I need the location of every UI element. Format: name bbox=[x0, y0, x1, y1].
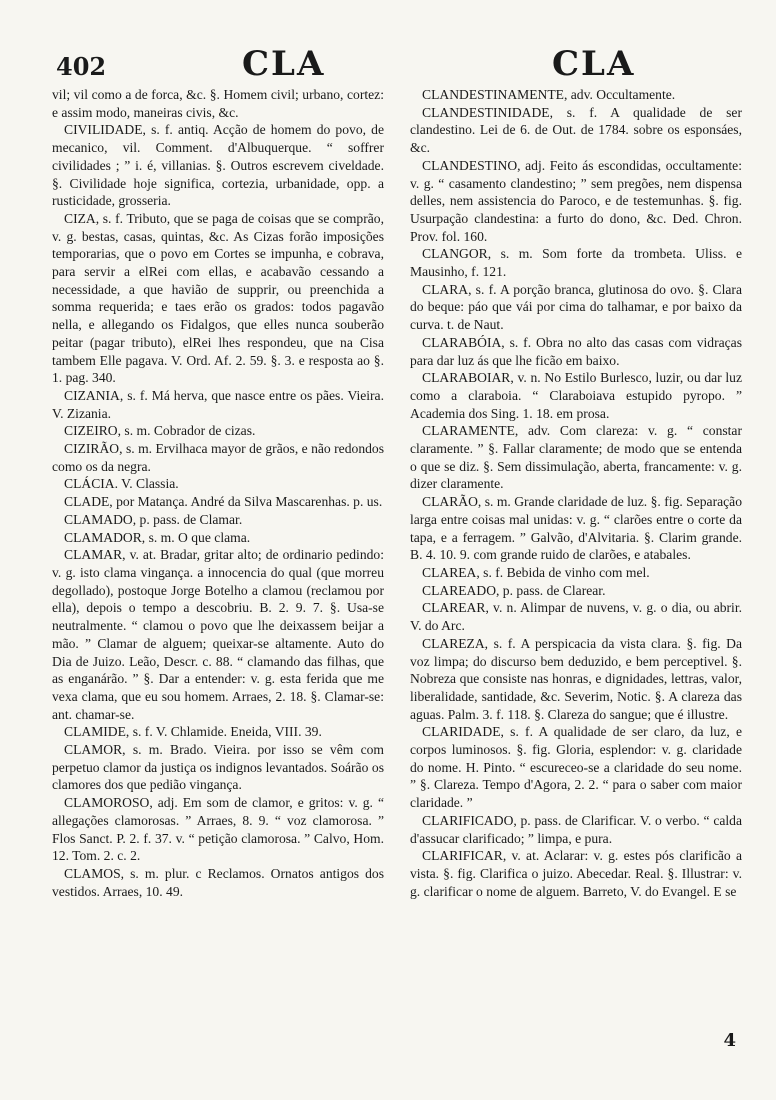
right-column bbox=[410, 86, 742, 900]
entry: CIVILIDADE, s. f. antiq. Acção de homem do povo, de mecanico, vil. Comment. d'Albuquerque. “ soffrer civilidades ; ” i. é, villanias. §. Outros escrevem civeldade. §. Civilidade hoje significa, cortezia, urbanidade, opp. a rusticidade, grosseria. bbox=[52, 122, 384, 209]
entry: CLARÃO, s. m. Grande claridade de luz. §. fig. Separação larga entre coisas mal unidas: v. g. “ clarões entre o corte da tapa, e a ferragem. ” Galvão, d'Alvitaria. §. Clarim grande. B. 4. 10. 9. com grande ruido de clarões, e atabales. bbox=[410, 494, 742, 563]
entry: CLAREADO, p. pass. de Clarear. bbox=[422, 582, 606, 598]
entry: CLANDESTINO, adj. Feito ás escondidas, occultamente: v. g. “ casamento clandestino; ” sem pregões, nem dispensa delles, nem assistencia do Paroco, e de testemunhas. §. fig. Usurpação clandestina: a furto do dono, &c. Ded. Chron. Prov. fol. 160. bbox=[410, 157, 742, 244]
entry: CLAMOROSO, adj. Em som de clamor, e gritos: v. g. “ allegações clamorosas. ” Arraes, 8. 9. “ voz clamorosa. ” Flos Sanct. P. 2. f. 37. v. “ petição clamorosa. ” Calvo, Hom. 12. Tom. 2. c. 2. bbox=[52, 795, 384, 864]
entry: CLARAMENTE, adv. Com clareza: v. g. “ constar claramente. ” §. Fallar claramente; de modo que se entenda o que se diz. §. Sem dissimulação, aberta, francamente: v. g. dizer claramente. bbox=[410, 423, 742, 492]
entry: CLARIDADE, s. f. A qualidade de ser claro, da luz, e corpos luminosos. §. fig. Gloria, esplendor: v. g. claridade do nome. H. Pinto. “ escureceo-se a claridade do seu nome. ” §. Clareza. Tempo d'Agora, 2. 2. “ para o saber com maior claridade. ” bbox=[410, 724, 742, 811]
entry: CLADE, por Matança. André da Silva Mascarenhas. p. us. bbox=[64, 494, 383, 510]
page-header bbox=[52, 40, 742, 86]
entry: CLARIFICAR, v. at. Aclarar: v. g. estes pós clarificão a vista. §. fig. Clarifica o juizo. Abecedar. Real. §. Illustrar: v. g. clarificar o nome de alguem. Barreto, V. do Evangel. E se bbox=[410, 848, 742, 899]
entry: CLAMADO, p. pass. de Clamar. bbox=[64, 511, 243, 527]
text-columns bbox=[52, 86, 742, 900]
running-head-left: CLA bbox=[242, 44, 326, 84]
entry: CLAREA, s. f. Bebida de vinho com mel. bbox=[422, 564, 650, 580]
entry: CLAMIDE, s. f. V. Chlamide. Eneida, VIII. 39. bbox=[64, 724, 322, 740]
page-number: 402 bbox=[56, 52, 107, 81]
entry: CLARIFICADO, p. pass. de Clarificar. V. o verbo. “ calda d'assucar clarificado; ” limpa, e pura. bbox=[410, 812, 742, 846]
entry: CIZANIA, s. f. Má herva, que nasce entre os pães. Vieira. V. Zizania. bbox=[52, 387, 384, 421]
entry: CIZIRÃO, s. m. Ervilhaca mayor de grãos, e não redondos como os da negra. bbox=[52, 441, 384, 474]
entry: CLANDESTINAMENTE, adv. Occultamente. bbox=[422, 87, 676, 102]
running-head-right: CLA bbox=[552, 44, 636, 84]
entry: CLARABÓIA, s. f. Obra no alto das casas com vidraças para dar luz ás que lhe ficão em baixo. bbox=[410, 334, 742, 368]
entry: CIZA, s. f. Tributo, que se paga de coisas que se comprão, v. g. bestas, casas, quintas, &c. As Cizas forão imposições temporarias, que o povo em Cortes se impunha, e cobrava, para servir a elRei com ellas, e acabavão cessando a necessidade, a que havião de supprir, ou preenchida a somma requerida; e taes erão os grados: todos pagavão nella, e allegando os Fidalgos, que elles nunca souberão peitar (pagar tributo), elRei lhes respondeu, que na Cisa tambem Elle pagava. V. Ord. Af. 2. 59. §. 3. e resposta ao §. 1. pag. 340. bbox=[52, 210, 384, 386]
signature-mark: 4 bbox=[723, 1030, 736, 1051]
entry: CLAREZA, s. f. A perspicacia da vista clara. §. fig. Da voz limpa; do discurso bem deduzido, e bem perceptivel. §. Nobreza que consiste nas honras, e dignidades, lettras, valor, liberalidade, santidade, &c. Severim, Notic. §. A clareza das aguas. Palm. 3. f. 118. §. Clareza do sangue; que é illustre. bbox=[410, 635, 742, 722]
entry: CLAMAR, v. at. Bradar, gritar alto; de ordinario pedindo: v. g. isto clama vingança. a innocencia do qual (que morreu degollado), postoque Jorge Botelho a clamou (reclamou por ella), depois o tempo a descobriu. B. 2. 9. 7. §. Usa-se neutralmente. “ clamou o povo que lhe deixassem beijar a mão. ” Clamar de alguem; queixar-se altamente. Auto do Dia de Juizo. Leão, Descr. c. 88. “ clamando das filhas, que as enganárão. ” §. Dar a entender: v. g. esta ferida que me vexa clama, que eu sou homem. Arraes, 2. 18. §. Clamar-se: ant. chamar-se. bbox=[52, 547, 384, 722]
entry: CLANDESTINIDADE, s. f. A qualidade de ser clandestino. Lei de 6. de Out. de 1784. sobre os esponsáes, &c. bbox=[410, 104, 742, 156]
entry: CLAMOS, s. m. plur. c Reclamos. Ornatos antigos dos vestidos. Arraes, 10. 49. bbox=[52, 865, 384, 899]
entry: CLAREAR, v. n. Alimpar de nuvens, v. g. o dia, ou abrir. V. do Arc. bbox=[410, 600, 742, 634]
entry: CLAMADOR, s. m. O que clama. bbox=[64, 529, 251, 545]
entry: vil; vil como a de forca, &c. §. Homem civil; urbano, cortez: e assim modo, maneiras civis, &c. bbox=[52, 87, 384, 120]
entry: CIZEIRO, s. m. Cobrador de cizas. bbox=[64, 423, 256, 439]
entry: CLÁCIA. V. Classia. bbox=[64, 476, 179, 492]
entry: CLAMOR, s. m. Brado. Vieira. por isso se vêm com perpetuo clamor da justiça os indignos levantados. Soárão os clamores dos que pedião vingança. bbox=[52, 742, 384, 793]
left-column bbox=[52, 86, 384, 900]
entry: CLANGOR, s. m. Som forte da trombeta. Uliss. e Mausinho, f. 121. bbox=[410, 246, 742, 280]
entry: CLARA, s. f. A porção branca, glutinosa do ovo. §. Clara do beque: páo que vái por cima do talhamar, e por baixo da curva. t. de Naut. bbox=[410, 281, 742, 333]
entry: CLARABOIAR, v. n. No Estilo Burlesco, luzir, ou dar luz como a claraboia. “ Claraboiava estupido pyropo. ” Academia dos Sing. 1. 18. em prosa. bbox=[410, 370, 742, 421]
